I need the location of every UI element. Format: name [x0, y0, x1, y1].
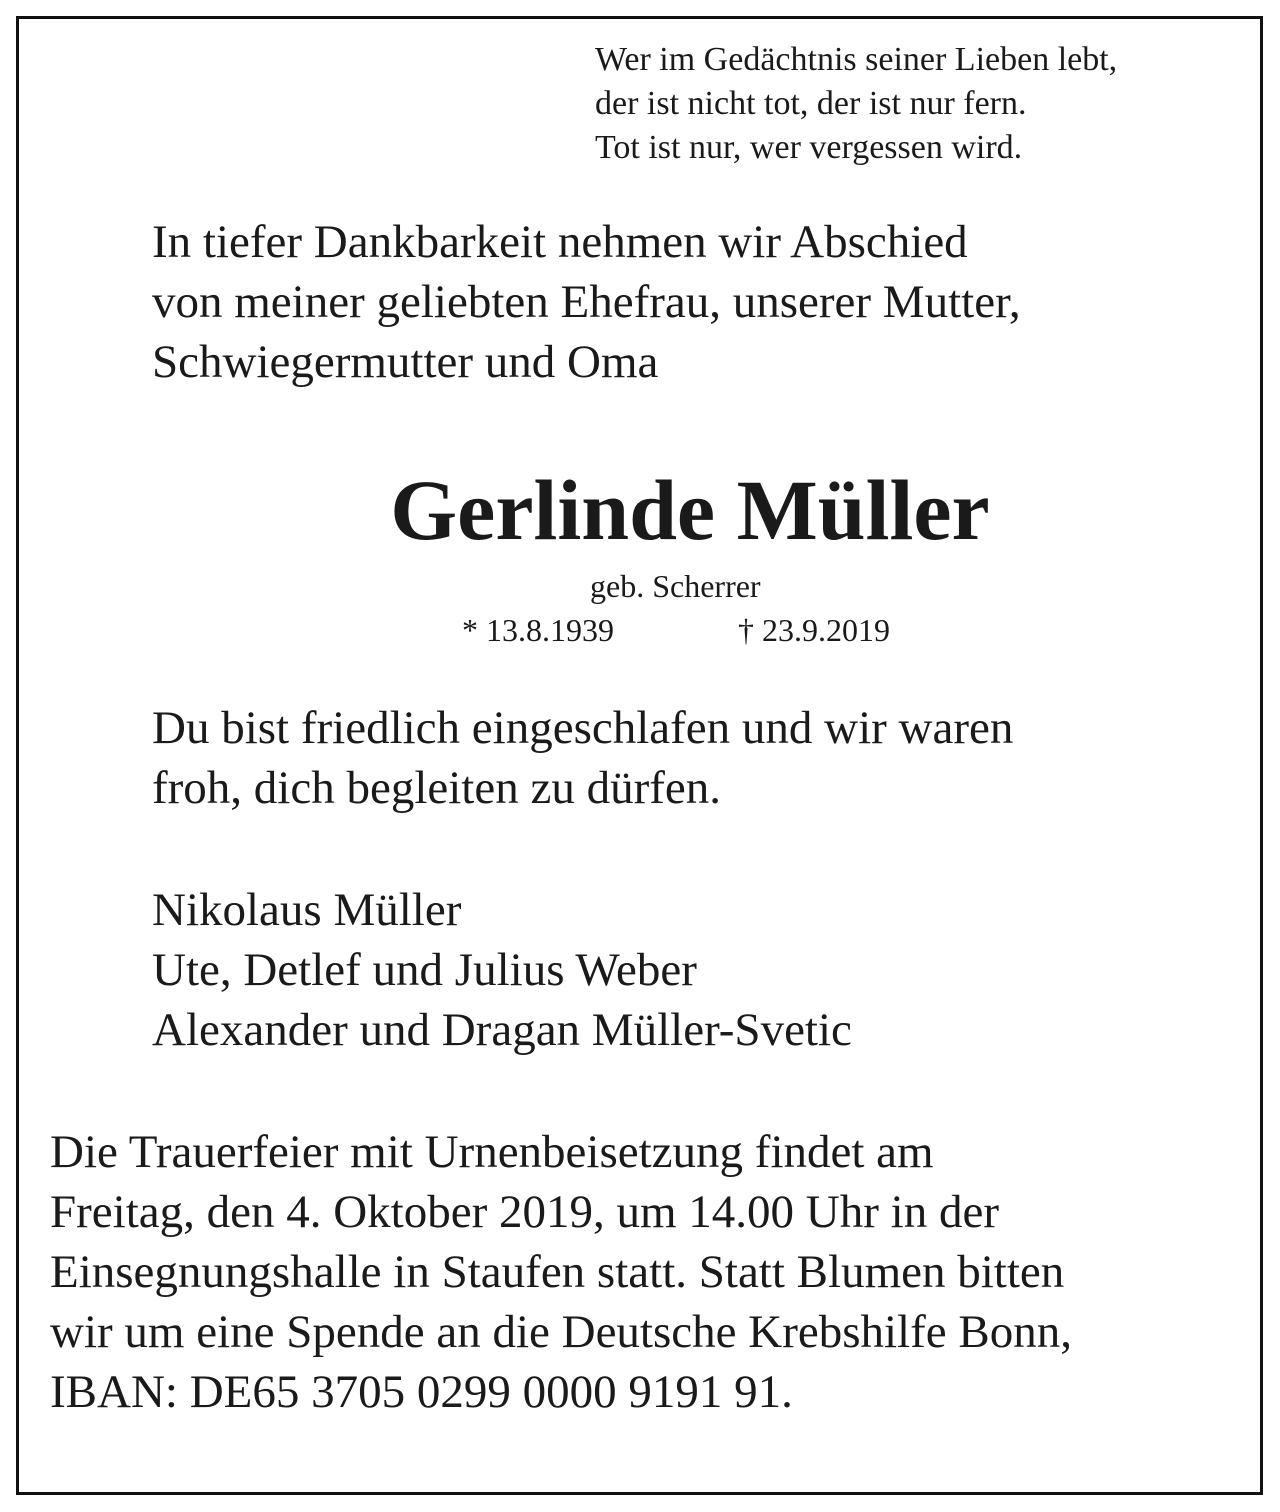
- intro-line: In tiefer Dankbarkeit nehmen wir Abschied: [152, 216, 968, 268]
- intro-line: Schwiegermutter und Oma: [152, 336, 659, 388]
- ceremony-line: wir um eine Spende an die Deutsche Krebshilfe Bonn,: [50, 1306, 1072, 1358]
- farewell-paragraph: [152, 698, 1212, 818]
- ceremony-line: Freitag, den 4. Oktober 2019, um 14.00 Uhr in der: [50, 1186, 999, 1238]
- motto-line: Tot ist nur, wer vergessen wird.: [595, 129, 1023, 166]
- intro-line: von meiner geliebten Ehefrau, unserer Mutter,: [152, 276, 1021, 328]
- motto-line: der ist nicht tot, der ist nur fern.: [595, 85, 1027, 122]
- ceremony-line: Die Trauerfeier mit Urnenbeisetzung findet am: [50, 1126, 934, 1178]
- death-date: † 23.9.2019: [738, 612, 890, 648]
- farewell-line: Du bist friedlich eingeschlafen und wir waren: [152, 702, 1014, 754]
- mourner-name: Alexander und Dragan Müller-Svetic: [152, 1004, 852, 1056]
- motto-line: Wer im Gedächtnis seiner Lieben lebt,: [595, 41, 1118, 78]
- ceremony-line: Einsegnungshalle in Staufen statt. Statt Blumen bitten: [50, 1246, 1065, 1298]
- maiden-name: geb. Scherrer: [590, 568, 761, 604]
- intro-paragraph: [152, 212, 1212, 392]
- mourner-name: Nikolaus Müller: [152, 884, 462, 936]
- birth-date: * 13.8.1939: [462, 612, 614, 648]
- motto-quote: [595, 38, 1235, 170]
- ceremony-line: IBAN: DE65 3705 0299 0000 9191 91.: [50, 1366, 793, 1418]
- farewell-line: froh, dich begleiten zu dürfen.: [152, 762, 722, 814]
- mourners-list: [152, 880, 1212, 1060]
- deceased-name: Gerlinde Müller: [390, 462, 990, 558]
- ceremony-notice: [50, 1122, 1240, 1422]
- mourner-name: Ute, Detlef und Julius Weber: [152, 944, 697, 996]
